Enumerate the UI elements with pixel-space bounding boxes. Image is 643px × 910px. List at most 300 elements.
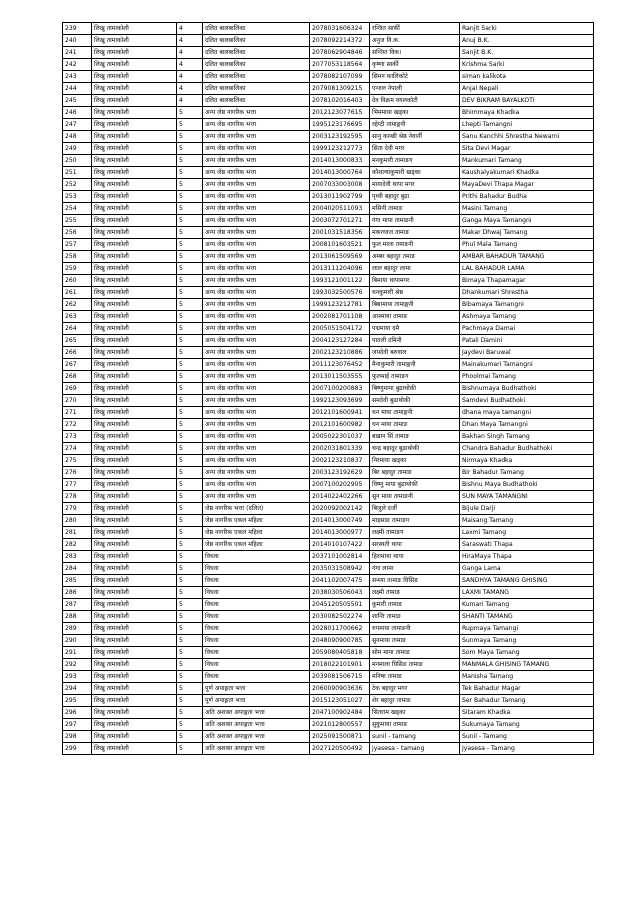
name-english-cell: Sanu Kanchhi Shrestha Newarni (460, 131, 594, 143)
municipality-cell: लिखु तामाकोशी (92, 647, 177, 659)
allowance-type-cell: अन्य जेष्ठ नागरिक भत्ता (203, 287, 310, 299)
name-english-cell: Sanjit B.K. (460, 47, 594, 59)
name-english-cell: Masini Tamang (460, 203, 594, 215)
serial-number-cell: 248 (63, 131, 92, 143)
serial-number-cell: 294 (63, 683, 92, 695)
name-nepali-cell: शेर बहादुर तामाङ (370, 695, 460, 707)
municipality-cell: लिखु तामाकोशी (92, 83, 177, 95)
ward-cell: 5 (177, 131, 203, 143)
serial-number-cell: 282 (63, 539, 92, 551)
id-number-cell: 2059080405818 (310, 647, 370, 659)
name-english-cell: Tek Bahadur Magar (460, 683, 594, 695)
table-row (63, 167, 594, 179)
municipality-cell: लिखु तामाकोशी (92, 563, 177, 575)
table-row (63, 575, 594, 587)
serial-number-cell: 275 (63, 455, 92, 467)
name-nepali-cell: बिबामाया तामाङ्गनी (370, 299, 460, 311)
name-english-cell: Dhan Maya Tamangni (460, 419, 594, 431)
table-row (63, 695, 594, 707)
serial-number-cell: 274 (63, 443, 92, 455)
municipality-cell: लिखु तामाकोशी (92, 707, 177, 719)
id-number-cell: 2003123192595 (310, 131, 370, 143)
id-number-cell: 2004020511093 (310, 203, 370, 215)
ward-cell: 4 (177, 35, 203, 47)
municipality-cell: लिखु तामाकोशी (92, 347, 177, 359)
serial-number-cell: 239 (63, 23, 92, 35)
id-number-cell: 2007100202905 (310, 479, 370, 491)
table-row (63, 299, 594, 311)
id-number-cell: 2013011503555 (310, 371, 370, 383)
allowance-type-cell: अन्य जेष्ठ नागरिक भत्ता (203, 107, 310, 119)
name-nepali-cell: ल्हेप्टी तामाङ्गनी (370, 119, 460, 131)
ward-cell: 5 (177, 587, 203, 599)
name-nepali-cell: कौशल्याकुमारी खड्का (370, 167, 460, 179)
allowance-type-cell: अन्य जेष्ठ नागरिक भत्ता (203, 359, 310, 371)
ward-cell: 5 (177, 743, 203, 755)
allowance-type-cell: अन्य जेष्ठ नागरिक भत्ता (203, 239, 310, 251)
id-number-cell: 2027120500492 (310, 743, 370, 755)
ward-cell: 5 (177, 455, 203, 467)
municipality-cell: लिखु तामाकोशी (92, 119, 177, 131)
name-nepali-cell: बिष्णुमाया बुढाथोकी (370, 383, 460, 395)
serial-number-cell: 262 (63, 299, 92, 311)
id-number-cell: 2014022402266 (310, 491, 370, 503)
table-row (63, 743, 594, 755)
serial-number-cell: 259 (63, 263, 92, 275)
allowance-type-cell: अन्य जेष्ठ नागरिक भत्ता (203, 143, 310, 155)
name-nepali-cell: sunil - tamang (370, 731, 460, 743)
municipality-cell: लिखु तामाकोशी (92, 95, 177, 107)
name-nepali-cell: मनकुमारी तामाङग (370, 155, 460, 167)
name-english-cell: Bishnumaya Budhathoki (460, 383, 594, 395)
table-row (63, 407, 594, 419)
id-number-cell: 2078092214372 (310, 35, 370, 47)
table-row (63, 359, 594, 371)
name-nepali-cell: शान्ति तामाङ (370, 611, 460, 623)
id-number-cell: 1995123176695 (310, 119, 370, 131)
ward-cell: 5 (177, 395, 203, 407)
municipality-cell: लिखु तामाकोशी (92, 611, 177, 623)
municipality-cell: लिखु तामाकोशी (92, 587, 177, 599)
allowance-type-cell: जेष्ठ नागरिक एकल महिला (203, 515, 310, 527)
table-row (63, 515, 594, 527)
municipality-cell: लिखु तामाकोशी (92, 431, 177, 443)
table-row (63, 95, 594, 107)
table-row (63, 179, 594, 191)
name-english-cell: Krishma Sarki (460, 59, 594, 71)
table-row (63, 707, 594, 719)
ward-cell: 5 (177, 299, 203, 311)
table-row (63, 251, 594, 263)
name-nepali-cell: jyasesa - tamang (370, 743, 460, 755)
ward-cell: 5 (177, 179, 203, 191)
table-row (63, 395, 594, 407)
id-number-cell: 2007100200883 (310, 383, 370, 395)
allowance-type-cell: अन्य जेष्ठ नागरिक भत्ता (203, 191, 310, 203)
table-row (63, 551, 594, 563)
name-english-cell: Jyasesa - Tamang (460, 743, 594, 755)
allowance-type-cell: अन्य जेष्ठ नागरिक भत्ता (203, 479, 310, 491)
id-number-cell: 2039081506715 (310, 671, 370, 683)
municipality-cell: लिखु तामाकोशी (92, 683, 177, 695)
ward-cell: 5 (177, 203, 203, 215)
ward-cell: 5 (177, 263, 203, 275)
municipality-cell: लिखु तामाकोशी (92, 479, 177, 491)
table-row (63, 191, 594, 203)
id-number-cell: 2003123192629 (310, 467, 370, 479)
table-row (63, 503, 594, 515)
allowance-type-cell: अन्य जेष्ठ नागरिक भत्ता (203, 347, 310, 359)
table-row (63, 479, 594, 491)
name-nepali-cell: मैनाकुमारी तामाङ्गनी (370, 359, 460, 371)
name-english-cell: MayaDevi Thapa Magar (460, 179, 594, 191)
serial-number-cell: 295 (63, 695, 92, 707)
allowance-type-cell: जेष्ठ नागरिक एकल महिला (203, 527, 310, 539)
ward-cell: 5 (177, 227, 203, 239)
table-row (63, 239, 594, 251)
name-english-cell: Bibamaya Tamangni (460, 299, 594, 311)
municipality-cell: लिखु तामाकोशी (92, 407, 177, 419)
serial-number-cell: 264 (63, 323, 92, 335)
serial-number-cell: 265 (63, 335, 92, 347)
serial-number-cell: 283 (63, 551, 92, 563)
serial-number-cell: 241 (63, 47, 92, 59)
ward-cell: 5 (177, 443, 203, 455)
name-english-cell: Kaushalyakumari Khadka (460, 167, 594, 179)
id-number-cell: 2002123210837 (310, 455, 370, 467)
id-number-cell: 2047100902484 (310, 707, 370, 719)
table-row (63, 419, 594, 431)
table-row (63, 59, 594, 71)
serial-number-cell: 290 (63, 635, 92, 647)
name-nepali-cell: रन्जित सार्की (370, 23, 460, 35)
municipality-cell: लिखु तामाकोशी (92, 227, 177, 239)
ward-cell: 5 (177, 695, 203, 707)
table-row (63, 563, 594, 575)
ward-cell: 4 (177, 59, 203, 71)
serial-number-cell: 276 (63, 467, 92, 479)
table-row (63, 635, 594, 647)
table-row (63, 587, 594, 599)
allowance-type-cell: अति अशक्त अपाङ्गता भत्ता (203, 707, 310, 719)
id-number-cell: 2035031508942 (310, 563, 370, 575)
ward-cell: 5 (177, 419, 203, 431)
ward-cell: 5 (177, 731, 203, 743)
table-body (63, 23, 594, 755)
ward-cell: 5 (177, 719, 203, 731)
allowance-type-cell: दलित बालबालिका (203, 59, 310, 71)
id-number-cell: 2078082107099 (310, 71, 370, 83)
municipality-cell: लिखु तामाकोशी (92, 719, 177, 731)
municipality-cell: लिखु तामाकोशी (92, 215, 177, 227)
municipality-cell: लिखु तामाकोशी (92, 311, 177, 323)
name-nepali-cell: सितराम खड्का (370, 707, 460, 719)
table-row (63, 107, 594, 119)
serial-number-cell: 251 (63, 167, 92, 179)
serial-number-cell: 293 (63, 671, 92, 683)
name-english-cell: Ashmaya Tamang (460, 311, 594, 323)
id-number-cell: 2001031518356 (310, 227, 370, 239)
table-row (63, 371, 594, 383)
serial-number-cell: 280 (63, 515, 92, 527)
id-number-cell: 2003072701271 (310, 215, 370, 227)
ward-cell: 5 (177, 611, 203, 623)
name-nepali-cell: सिमन कालिकोटे (370, 71, 460, 83)
ward-cell: 5 (177, 647, 203, 659)
ward-cell: 5 (177, 503, 203, 515)
id-number-cell: 1999123212773 (310, 143, 370, 155)
municipality-cell: लिखु तामाकोशी (92, 203, 177, 215)
name-english-cell: Sita Devi Magar (460, 143, 594, 155)
serial-number-cell: 266 (63, 347, 92, 359)
allowance-type-cell: विधवा (203, 623, 310, 635)
name-english-cell: Bishnu Maya Budhathoki (460, 479, 594, 491)
serial-number-cell: 289 (63, 623, 92, 635)
name-nepali-cell: कुमारी तामाङ (370, 599, 460, 611)
municipality-cell: लिखु तामाकोशी (92, 743, 177, 755)
name-nepali-cell: रुपमाया तामाङनी (370, 623, 460, 635)
serial-number-cell: 278 (63, 491, 92, 503)
ward-cell: 5 (177, 167, 203, 179)
municipality-cell: लिखु तामाकोशी (92, 383, 177, 395)
municipality-cell: लिखु तामाकोशी (92, 263, 177, 275)
municipality-cell: लिखु तामाकोशी (92, 155, 177, 167)
table-row (63, 599, 594, 611)
municipality-cell: लिखु तामाकोशी (92, 467, 177, 479)
ward-cell: 5 (177, 623, 203, 635)
serial-number-cell: 247 (63, 119, 92, 131)
id-number-cell: 2014013000833 (310, 155, 370, 167)
allowance-type-cell: दलित बालबालिका (203, 71, 310, 83)
name-english-cell: SANDHYA TAMANG GHISING (460, 575, 594, 587)
table-row (63, 227, 594, 239)
municipality-cell: लिखु तामाकोशी (92, 23, 177, 35)
name-nepali-cell: बखान सिं तामाङ (370, 431, 460, 443)
name-nepali-cell: निरमाया खड्का (370, 455, 460, 467)
ward-cell: 4 (177, 71, 203, 83)
ward-cell: 5 (177, 347, 203, 359)
ward-cell: 5 (177, 191, 203, 203)
id-number-cell: 2060090903636 (310, 683, 370, 695)
name-english-cell: HiraMaya Thapa (460, 551, 594, 563)
name-english-cell: Bijule Darji (460, 503, 594, 515)
municipality-cell: लिखु तामाकोशी (92, 359, 177, 371)
name-nepali-cell: अनुज वि.क. (370, 35, 460, 47)
table-row (63, 335, 594, 347)
id-number-cell: 2041102007475 (310, 575, 370, 587)
serial-number-cell: 253 (63, 191, 92, 203)
name-nepali-cell: एन्जल नेपाली (370, 83, 460, 95)
municipality-cell: लिखु तामाकोशी (92, 623, 177, 635)
allowance-type-cell: विधवा (203, 611, 310, 623)
name-english-cell: Anjal Nepali (460, 83, 594, 95)
municipality-cell: लिखु तामाकोशी (92, 275, 177, 287)
serial-number-cell: 286 (63, 587, 92, 599)
name-nepali-cell: सानु कान्छी श्रेष्ठ नेवार्नी (370, 131, 460, 143)
name-nepali-cell: सन्जित विक। (370, 47, 460, 59)
name-nepali-cell: सुनमाया तामाङ (370, 635, 460, 647)
name-nepali-cell: मकरध्वज तामाङ (370, 227, 460, 239)
name-nepali-cell: जयदेवी बरुवाल (370, 347, 460, 359)
municipality-cell: लिखु तामाकोशी (92, 599, 177, 611)
id-number-cell: 2079081309215 (310, 83, 370, 95)
serial-number-cell: 244 (63, 83, 92, 95)
serial-number-cell: 249 (63, 143, 92, 155)
ward-cell: 5 (177, 371, 203, 383)
municipality-cell: लिखु तामाकोशी (92, 659, 177, 671)
serial-number-cell: 256 (63, 227, 92, 239)
municipality-cell: लिखु तामाकोशी (92, 491, 177, 503)
allowance-type-cell: अन्य जेष्ठ नागरिक भत्ता (203, 179, 310, 191)
ward-cell: 5 (177, 551, 203, 563)
name-english-cell: Patali Damini (460, 335, 594, 347)
serial-number-cell: 285 (63, 575, 92, 587)
allowance-type-cell: अन्य जेष्ठ नागरिक भत्ता (203, 251, 310, 263)
id-number-cell: 2005022301037 (310, 431, 370, 443)
municipality-cell: लिखु तामाकोशी (92, 515, 177, 527)
table-row (63, 491, 594, 503)
name-nepali-cell: धन माया तामाङ्गनी (370, 407, 460, 419)
name-english-cell: Bakhan Singh Tamang (460, 431, 594, 443)
ward-cell: 5 (177, 575, 203, 587)
name-english-cell: Saraswati Thapa (460, 539, 594, 551)
name-english-cell: Sitaram Khadka (460, 707, 594, 719)
serial-number-cell: 243 (63, 71, 92, 83)
allowance-type-cell: अन्य जेष्ठ नागरिक भत्ता (203, 407, 310, 419)
id-number-cell: 2018022101901 (310, 659, 370, 671)
id-number-cell: 2011123076452 (310, 359, 370, 371)
ward-cell: 5 (177, 287, 203, 299)
name-english-cell: Lhepti Tamangni (460, 119, 594, 131)
serial-number-cell: 288 (63, 611, 92, 623)
municipality-cell: लिखु तामाकोशी (92, 671, 177, 683)
table-row (63, 683, 594, 695)
table-row (63, 275, 594, 287)
id-number-cell: 2005051504172 (310, 323, 370, 335)
municipality-cell: लिखु तामाकोशी (92, 299, 177, 311)
id-number-cell: 2077053118564 (310, 59, 370, 71)
id-number-cell: 1993121001122 (310, 275, 370, 287)
municipality-cell: लिखु तामाकोशी (92, 143, 177, 155)
name-nepali-cell: फुलमाई तामाङग (370, 371, 460, 383)
name-nepali-cell: पद्ममाया दमै (370, 323, 460, 335)
serial-number-cell: 263 (63, 311, 92, 323)
name-nepali-cell: टेक बहादुर मगर (370, 683, 460, 695)
serial-number-cell: 297 (63, 719, 92, 731)
serial-number-cell: 242 (63, 59, 92, 71)
table-row (63, 83, 594, 95)
serial-number-cell: 260 (63, 275, 92, 287)
table-row (63, 431, 594, 443)
allowance-type-cell: विधवा (203, 647, 310, 659)
name-english-cell: MANMALA GHISING TAMANG (460, 659, 594, 671)
name-nepali-cell: सरस्वती थापा (370, 539, 460, 551)
municipality-cell: लिखु तामाकोशी (92, 35, 177, 47)
id-number-cell: 2078031606324 (310, 23, 370, 35)
table-row (63, 203, 594, 215)
serial-number-cell: 246 (63, 107, 92, 119)
allowance-type-cell: विधवा (203, 671, 310, 683)
name-english-cell: dhana maya tamangni (460, 407, 594, 419)
name-nepali-cell: मसिनी तामाङ (370, 203, 460, 215)
name-english-cell: Phul Mala Tamang (460, 239, 594, 251)
serial-number-cell: 298 (63, 731, 92, 743)
table-row (63, 143, 594, 155)
ward-cell: 5 (177, 635, 203, 647)
allowance-type-cell: अन्य जेष्ठ नागरिक भत्ता (203, 215, 310, 227)
name-nepali-cell: धनकुमारी श्रेष्ठ (370, 287, 460, 299)
table-row (63, 119, 594, 131)
table-row (63, 539, 594, 551)
serial-number-cell: 292 (63, 659, 92, 671)
serial-number-cell: 252 (63, 179, 92, 191)
allowance-type-cell: जेष्ठ नागरिक भत्ता (दलित) (203, 503, 310, 515)
municipality-cell: लिखु तामाकोशी (92, 635, 177, 647)
allowance-type-cell: अन्य जेष्ठ नागरिक भत्ता (203, 467, 310, 479)
name-nepali-cell: गंगा लामा (370, 563, 460, 575)
name-english-cell: SHANTI TAMANG (460, 611, 594, 623)
name-english-cell: Maisang Tamang (460, 515, 594, 527)
table-row (63, 383, 594, 395)
municipality-cell: लिखु तामाकोशी (92, 323, 177, 335)
table-row (63, 467, 594, 479)
ward-cell: 5 (177, 359, 203, 371)
name-nepali-cell: लाल बहादुर लामा (370, 263, 460, 275)
id-number-cell: 1993032500576 (310, 287, 370, 299)
allowance-type-cell: अन्य जेष्ठ नागरिक भत्ता (203, 275, 310, 287)
serial-number-cell: 271 (63, 407, 92, 419)
table-row (63, 611, 594, 623)
municipality-cell: लिखु तामाकोशी (92, 335, 177, 347)
name-nepali-cell: फुल माला तमाङनी (370, 239, 460, 251)
name-english-cell: Rupmaya Tamangi (460, 623, 594, 635)
name-english-cell: siman kalikota (460, 71, 594, 83)
name-nepali-cell: बिर बहादुर तामाङ (370, 467, 460, 479)
id-number-cell: 2014013000749 (310, 515, 370, 527)
name-nepali-cell: सिता देवी मगर (370, 143, 460, 155)
serial-number-cell: 270 (63, 395, 92, 407)
name-nepali-cell: मनमाला घिसिङ तामाङ (370, 659, 460, 671)
name-english-cell: Phoolmai Tamang (460, 371, 594, 383)
name-nepali-cell: गंगा माया तामाङनी (370, 215, 460, 227)
serial-number-cell: 268 (63, 371, 92, 383)
beneficiary-table (62, 22, 594, 755)
id-number-cell: 2013111204096 (310, 263, 370, 275)
municipality-cell: लिखु तामाकोशी (92, 131, 177, 143)
id-number-cell: 2013061509569 (310, 251, 370, 263)
allowance-type-cell: दलित बालबालिका (203, 23, 310, 35)
ward-cell: 5 (177, 683, 203, 695)
serial-number-cell: 291 (63, 647, 92, 659)
allowance-type-cell: अन्य जेष्ठ नागरिक भत्ता (203, 203, 310, 215)
name-english-cell: AMBAR BAHADUR TAMANG (460, 251, 594, 263)
id-number-cell: 2014013000977 (310, 527, 370, 539)
id-number-cell: 2012123077615 (310, 107, 370, 119)
serial-number-cell: 272 (63, 419, 92, 431)
name-nepali-cell: सोम माया तामाङ (370, 647, 460, 659)
allowance-type-cell: जेष्ठ नागरिक एकल महिला (203, 539, 310, 551)
name-english-cell: Ganga Lama (460, 563, 594, 575)
serial-number-cell: 245 (63, 95, 92, 107)
municipality-cell: लिखु तामाकोशी (92, 179, 177, 191)
serial-number-cell: 261 (63, 287, 92, 299)
name-nepali-cell: सुकुमाया तामाङ (370, 719, 460, 731)
name-english-cell: Prithi Bahadur Budha (460, 191, 594, 203)
municipality-cell: लिखु तामाकोशी (92, 551, 177, 563)
name-nepali-cell: आश्माया तामाङ (370, 311, 460, 323)
municipality-cell: लिखु तामाकोशी (92, 575, 177, 587)
ward-cell: 5 (177, 479, 203, 491)
